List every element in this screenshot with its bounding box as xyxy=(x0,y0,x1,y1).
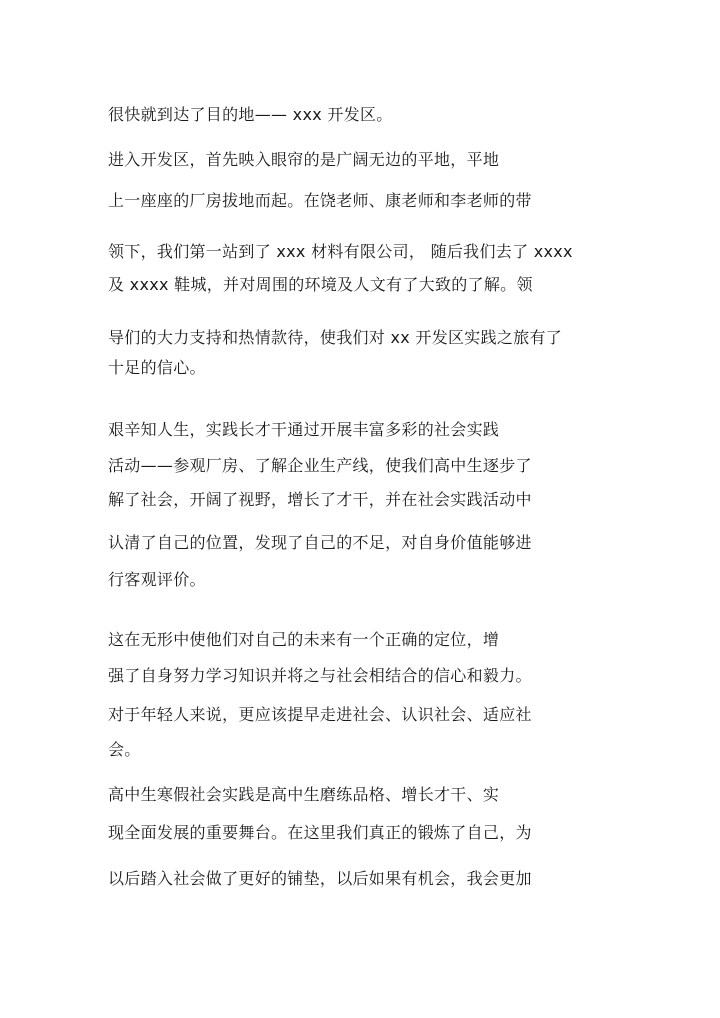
text-line: 很快就到达了目的地—— xxx 开发区。 xyxy=(108,105,393,124)
text-line: 导们的大力支持和热情款待，使我们对 xx 开发区实践之旅有了 xyxy=(108,328,563,347)
text-line: 这在无形中使他们对自己的未来有一个正确的定位，增 xyxy=(108,630,500,649)
text-line: 以后踏入社会做了更好的铺垫，以后如果有机会，我会更加 xyxy=(108,869,532,888)
text-line: 认清了自己的位置，发现了自己的不足，对自身价值能够进 xyxy=(108,533,532,552)
text-line: 强了自身努力学习知识并将之与社会相结合的信心和毅力。 xyxy=(108,666,532,685)
text-line: 会。 xyxy=(108,740,141,759)
text-line: 行客观评价。 xyxy=(108,570,206,589)
text-line: 领下，我们第一站到了 xxx 材料有限公司， 随后我们去了 xxxx xyxy=(108,242,573,261)
text-line: 十足的信心。 xyxy=(108,358,206,377)
text-line: 艰辛知人生，实践长才干通过开展丰富多彩的社会实践 xyxy=(108,420,500,439)
text-line: 上一座座的厂房拔地而起。在饶老师、康老师和李老师的带 xyxy=(108,191,532,210)
text-line: 对于年轻人来说，更应该提早走进社会、认识社会、适应社 xyxy=(108,705,532,724)
text-line: 解了社会，开阔了视野，增长了才干，并在社会实践活动中 xyxy=(108,490,532,509)
text-line: 及 xxxx 鞋城，并对周围的环境及人文有了大致的了解。领 xyxy=(108,275,533,294)
text-line: 现全面发展的重要舞台。在这里我们真正的锻炼了自己，为 xyxy=(108,823,532,842)
text-line: 进入开发区，首先映入眼帘的是广阔无边的平地，平地 xyxy=(108,150,500,169)
text-line: 活动——参观厂房、了解企业生产线，使我们高中生逐步了 xyxy=(108,456,532,475)
text-line: 高中生寒假社会实践是高中生磨练品格、增长才干、实 xyxy=(108,785,500,804)
